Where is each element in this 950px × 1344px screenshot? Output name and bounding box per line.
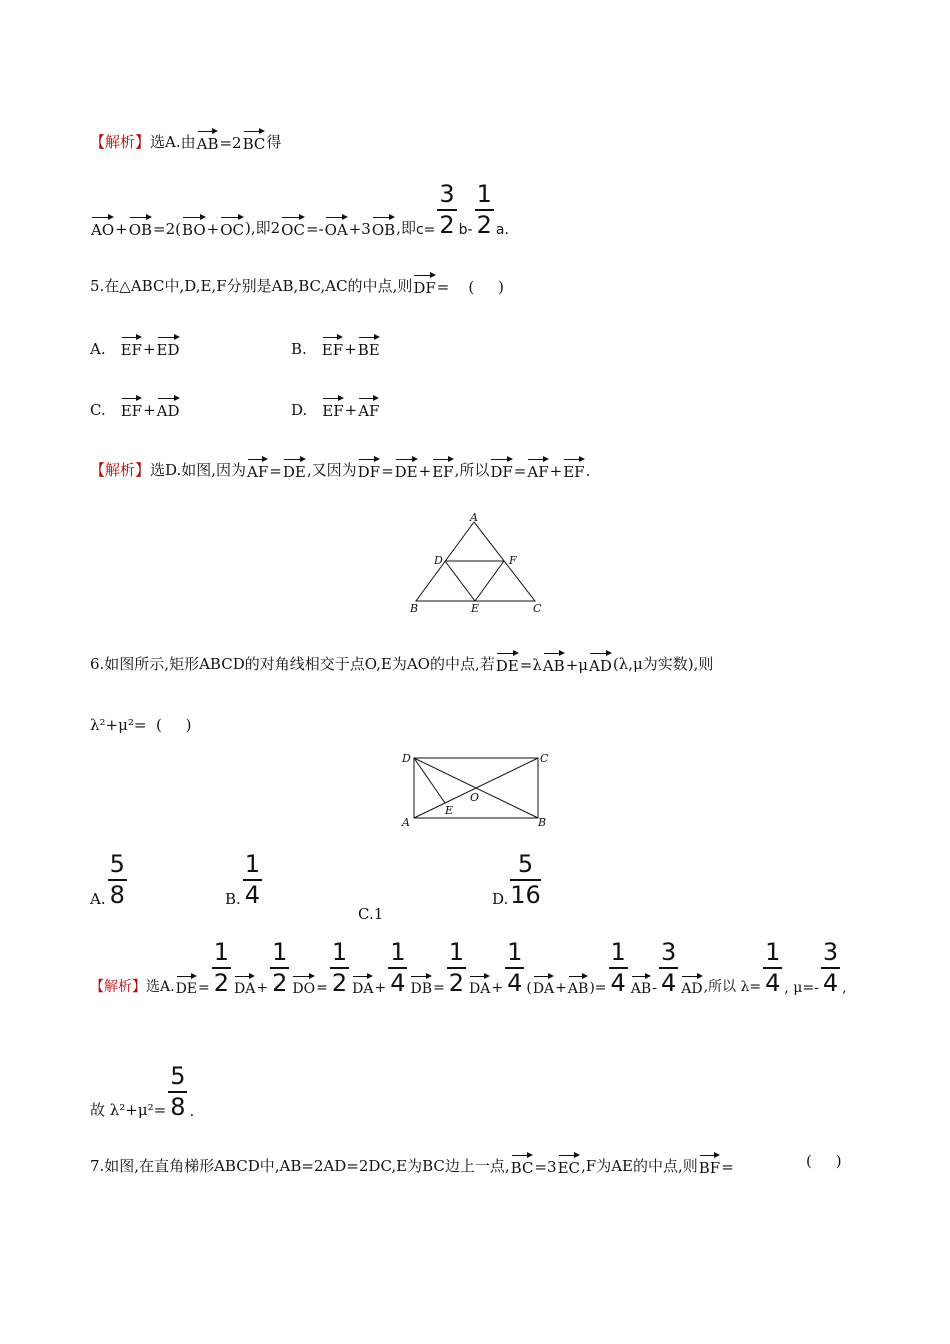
solution-5 [90, 456, 590, 480]
option-label: A. [90, 889, 106, 908]
text: + [115, 219, 128, 238]
vector: EC [558, 1152, 580, 1176]
numerator: 5 [109, 850, 125, 878]
text: + [555, 979, 567, 996]
numerator: 1 [244, 850, 261, 878]
label-d: D [434, 554, 443, 567]
option-c[interactable] [90, 395, 181, 419]
rectangle-figure [397, 748, 557, 830]
solution-line-1 [90, 128, 281, 152]
vector: AB [543, 650, 565, 674]
vector: DE [176, 973, 197, 996]
vector: AB [197, 128, 219, 152]
solution-6 [90, 940, 847, 996]
vector: DF [413, 272, 435, 296]
question-stem: 6.如图所示,矩形ABCD的对角线相交于点O,E为AO的中点,若 [90, 655, 495, 673]
vector: AD [589, 650, 612, 674]
text: 选D.如图,因为 [150, 461, 247, 479]
text: ,F为AE的中点,则 [581, 1157, 698, 1175]
vector: AF [247, 456, 268, 480]
option-label: B. [225, 889, 241, 908]
denominator: 2 [448, 968, 464, 997]
label-a: A [402, 816, 410, 829]
question-stem: 7.如图,在直角梯形ABCD中,AB=2AD=2DC,E为BC边上一点, [90, 1157, 510, 1175]
option-d[interactable] [291, 395, 380, 419]
question-7-paren [806, 1152, 842, 1170]
text: a. [495, 221, 509, 238]
fraction [437, 182, 456, 238]
text: +3 [348, 219, 371, 238]
vector: EF [121, 395, 142, 419]
fraction [168, 1064, 187, 1120]
numerator: 1 [390, 938, 406, 966]
fraction [270, 940, 289, 996]
text: + [256, 979, 269, 996]
text: . [585, 462, 591, 480]
text: + [344, 401, 358, 419]
fraction [212, 940, 231, 996]
vector: BE [358, 334, 380, 358]
vector: DO [292, 973, 315, 996]
question-stem: 5.在△ABC中,D,E,F分别是AB,BC,AC的中点,则 [90, 277, 413, 295]
text: ),即2 [244, 218, 281, 237]
option-label: D. [492, 889, 509, 908]
text: . [189, 1101, 195, 1120]
text: ( [526, 979, 532, 996]
vector: EF [432, 456, 453, 480]
option-a[interactable] [90, 852, 129, 908]
text: c= [415, 221, 436, 238]
label-d: D [402, 752, 411, 765]
numerator: 3 [822, 938, 839, 966]
denominator: 4 [822, 968, 839, 997]
option-label: C.1 [358, 905, 384, 923]
text: 选A. [146, 978, 175, 995]
denominator: 8 [170, 1092, 186, 1121]
label-b: B [538, 816, 547, 829]
vector: DE [395, 456, 418, 480]
label-o: O [470, 791, 480, 804]
denominator: 2 [439, 210, 455, 239]
label-c: C [533, 602, 542, 615]
text: , μ=- [784, 979, 819, 996]
denominator: 4 [660, 968, 677, 997]
vector: DA [533, 973, 554, 996]
text: = [269, 462, 282, 480]
vector: EF [322, 395, 343, 419]
label-b: B [410, 602, 419, 615]
label-f: F [509, 554, 517, 567]
text: + [344, 340, 357, 358]
fraction [243, 852, 262, 908]
option-c[interactable] [358, 905, 383, 923]
denominator: 4 [610, 968, 626, 997]
text: = [316, 979, 328, 996]
option-label: D. [291, 401, 308, 419]
question-5 [90, 272, 504, 296]
fraction [330, 940, 349, 996]
denominator: 4 [244, 880, 261, 909]
fraction [609, 940, 628, 996]
fraction [388, 940, 407, 996]
solution-6-line-2 [90, 1064, 194, 1120]
numerator: 3 [660, 938, 677, 966]
vector: EF [121, 334, 142, 358]
text: λ²+μ²= ( ) [90, 716, 192, 734]
fraction [108, 852, 127, 908]
denominator: 8 [109, 880, 125, 909]
fraction [659, 940, 678, 996]
solution-tag: 【解析】 [90, 461, 151, 479]
text: 得 [266, 133, 282, 151]
vector: AD [681, 973, 702, 996]
fraction [821, 940, 840, 996]
text: = [432, 979, 445, 996]
denominator: 2 [213, 968, 230, 997]
vector: DA [352, 973, 373, 996]
vector: DE [496, 650, 519, 674]
vector: BC [511, 1152, 534, 1176]
label-e: E [471, 602, 480, 615]
label-c: C [540, 752, 549, 765]
numerator: 1 [272, 938, 288, 966]
vector: DA [469, 973, 490, 996]
option-a[interactable] [90, 334, 181, 358]
denominator: 4 [390, 968, 406, 997]
vector: OC [281, 214, 305, 238]
fraction [763, 940, 782, 996]
text: + [206, 219, 220, 238]
text: ,即 [396, 218, 416, 237]
text: =3 [534, 1158, 557, 1176]
fraction [510, 852, 541, 908]
text: 故 λ²+μ²= [90, 1100, 167, 1119]
numerator: 1 [765, 938, 781, 966]
triangle-figure [405, 512, 550, 617]
text: + [418, 462, 432, 480]
text: = [381, 462, 394, 480]
text: = ( ) [436, 278, 504, 296]
option-label: B. [291, 340, 307, 358]
vector: OA [325, 214, 348, 238]
denominator: 16 [510, 880, 541, 909]
denominator: 4 [765, 968, 781, 997]
option-d[interactable] [492, 852, 543, 908]
fraction [475, 182, 494, 238]
question-6 [90, 650, 713, 674]
option-b[interactable] [225, 852, 264, 908]
text: = [721, 1158, 734, 1176]
text: ,所以 [454, 461, 490, 479]
vector: DB [410, 973, 432, 996]
text: = [198, 979, 210, 996]
vector: BC [243, 128, 266, 152]
text: =2 [219, 134, 242, 152]
vector: AF [527, 456, 548, 480]
vector: AO [91, 214, 114, 238]
text: =λ [519, 656, 542, 674]
solution-tag: 【解析】 [90, 978, 146, 995]
vector: ED [157, 334, 180, 358]
question-6-line-2 [90, 716, 192, 734]
vector: DA [234, 973, 255, 996]
option-label: A. [90, 340, 106, 358]
numerator: 1 [448, 938, 464, 966]
vector: AF [358, 395, 379, 419]
text: 选A.由 [150, 133, 196, 151]
text: + [374, 979, 387, 996]
text: (λ,μ为实数),则 [612, 655, 714, 673]
denominator: 2 [331, 968, 348, 997]
vector: OB [372, 214, 395, 238]
vector: DF [358, 456, 380, 480]
vector: EF [563, 456, 584, 480]
numerator: 1 [213, 938, 230, 966]
label-e: E [445, 804, 454, 817]
text: + [549, 462, 563, 480]
text: ,所以 λ= [703, 978, 762, 995]
vector: AB [568, 973, 588, 996]
vector: EF [322, 334, 343, 358]
text: =- [305, 219, 324, 238]
text: + [491, 979, 504, 996]
text: + [142, 340, 156, 358]
numerator: 1 [476, 180, 492, 208]
numerator: 1 [507, 938, 523, 966]
vector: DF [490, 456, 512, 480]
numerator: 1 [610, 938, 626, 966]
vector: AD [157, 395, 180, 419]
vector: DE [283, 456, 306, 480]
text: +μ [565, 656, 589, 674]
fraction [447, 940, 466, 996]
text: = [513, 462, 527, 480]
text: - [652, 979, 657, 996]
vector: AB [631, 973, 651, 996]
vector: OB [129, 214, 152, 238]
option-b[interactable] [291, 334, 381, 358]
text: b- [458, 221, 473, 238]
denominator: 2 [272, 968, 288, 997]
solution-line-2 [90, 182, 509, 238]
numerator: 3 [439, 180, 455, 208]
option-label: C. [90, 401, 106, 419]
vector: BO [182, 214, 206, 238]
numerator: 5 [517, 850, 534, 878]
numerator: 1 [331, 938, 348, 966]
denominator: 4 [507, 968, 523, 997]
numerator: 5 [170, 1062, 186, 1090]
vector: OC [220, 214, 244, 238]
fraction [505, 940, 524, 996]
text: =2( [153, 219, 182, 238]
answer-bracket: ( ) [806, 1152, 842, 1170]
text: + [143, 401, 156, 419]
solution-tag: 【解析】 [90, 133, 151, 151]
vector: BF [699, 1152, 720, 1176]
denominator: 2 [476, 210, 492, 239]
question-7 [90, 1152, 734, 1176]
text: ,又因为 [306, 461, 357, 479]
label-a: A [470, 512, 478, 524]
text: , [842, 979, 847, 996]
text: )= [589, 979, 607, 996]
